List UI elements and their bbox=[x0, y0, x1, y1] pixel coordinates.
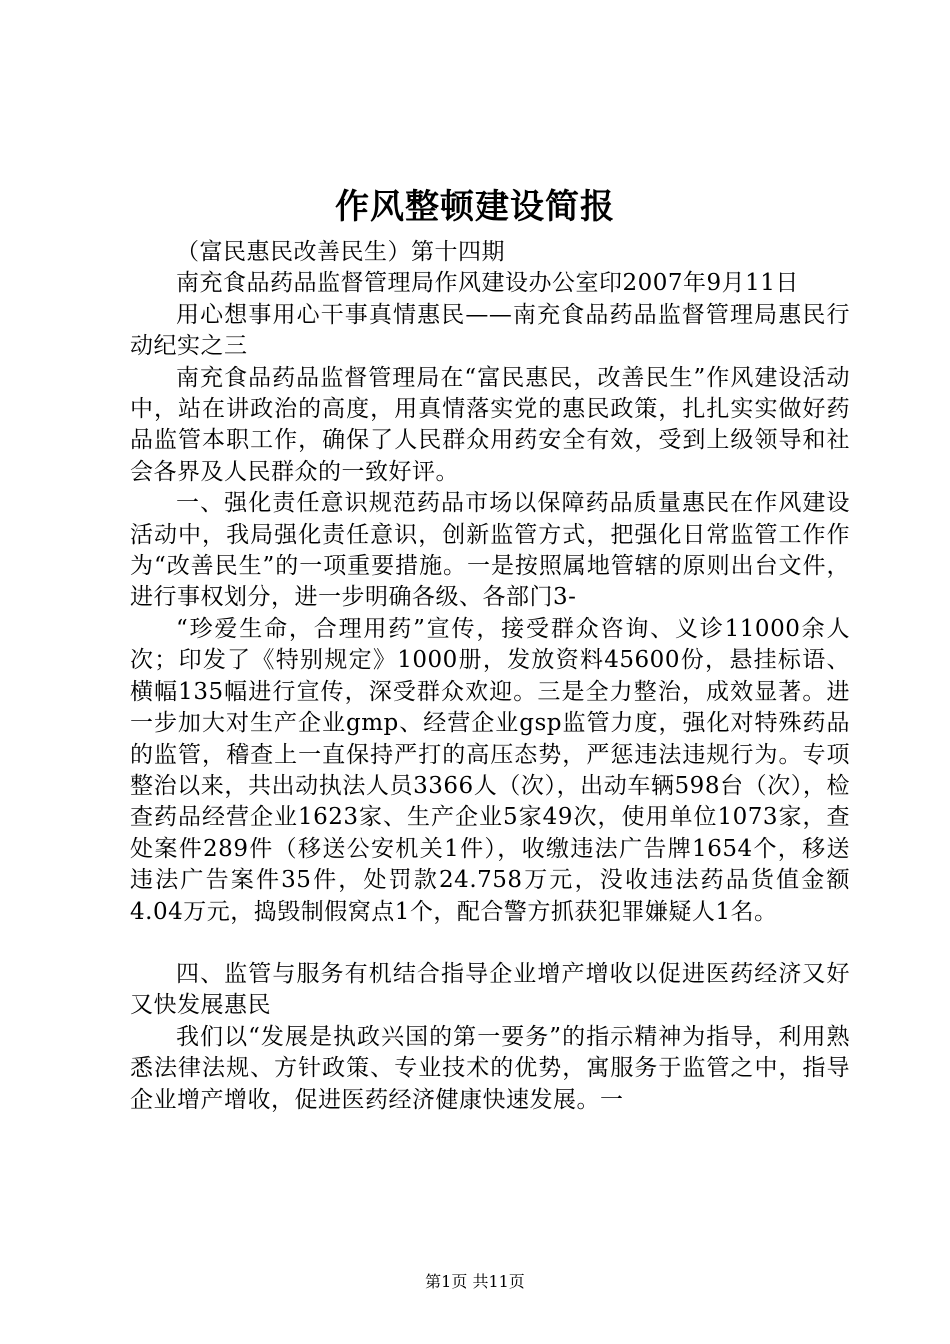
document-body bbox=[130, 237, 850, 1116]
document-title: 作风整顿建设简报 bbox=[335, 187, 615, 227]
issue-line: （富民惠民改善民生）第十四期 bbox=[176, 239, 505, 265]
intro-paragraph: 南充食品药品监督管理局在“富民惠民，改善民生”作风建设活动中，站在讲政治的高度，用真情落实党的惠民政策，扎扎实实做好药品监管本职工作，确保了人民群众用药安全有效，受到上级领导和社会各界及人民群众的一致好评。 bbox=[130, 364, 850, 485]
statistics-paragraph: “珍爱生命，合理用药”宣传，接受群众咨询、义诊11000余人次；印发了《特别规定》1000册，发放资料45600份，悬挂标语、横幅135幅进行宣传，深受群众欢迎。三是全力整治，成效显著。进一步加大对生产企业gmp、经营企业gsp监管力度，强化对特殊药品的监管，稽查上一直保持严打的高压态势，严惩违法违规行为。专项整治以来，共出动执法人员3366人（次），出动车辆598台（次），检查药品经营企业1623家、生产企业5家49次，使用单位1073家，查处案件289件（移送公安机关1件），收缴违法广告牌1654个，移送违法广告案件35件，处罚款24.758万元，没收违法药品货值金额4.04万元，捣毁制假窝点1个，配合警方抓获犯罪嫌疑人1名。 bbox=[130, 615, 850, 925]
article-heading: 用心想事用心干事真情惠民——南充食品药品监督管理局惠民行动纪实之三 bbox=[130, 301, 850, 360]
publisher-line: 南充食品药品监督管理局作风建设办公室印2007年9月11日 bbox=[176, 270, 799, 297]
page-number-footer: 第1页 共11页 bbox=[425, 1272, 525, 1291]
section-four-heading: 四、监管与服务有机结合指导企业增产增收以促进医药经济又好又快发展惠民 bbox=[130, 960, 850, 1019]
section-four-paragraph: 我们以“发展是执政兴国的第一要务”的指示精神为指导，利用熟悉法律法规、方针政策、专业技术的优势，寓服务于监管之中，指导企业增产增收，促进医药经济健康快速发展。一 bbox=[130, 1023, 850, 1113]
section-one-paragraph: 一、强化责任意识规范药品市场以保障药品质量惠民在作风建设活动中，我局强化责任意识，创新监管方式，把强化日常监管工作作为“改善民生”的一项重要措施。一是按照属地管辖的原则出台文件，进行事权划分，进一步明确各级、各部门3- bbox=[130, 490, 850, 611]
